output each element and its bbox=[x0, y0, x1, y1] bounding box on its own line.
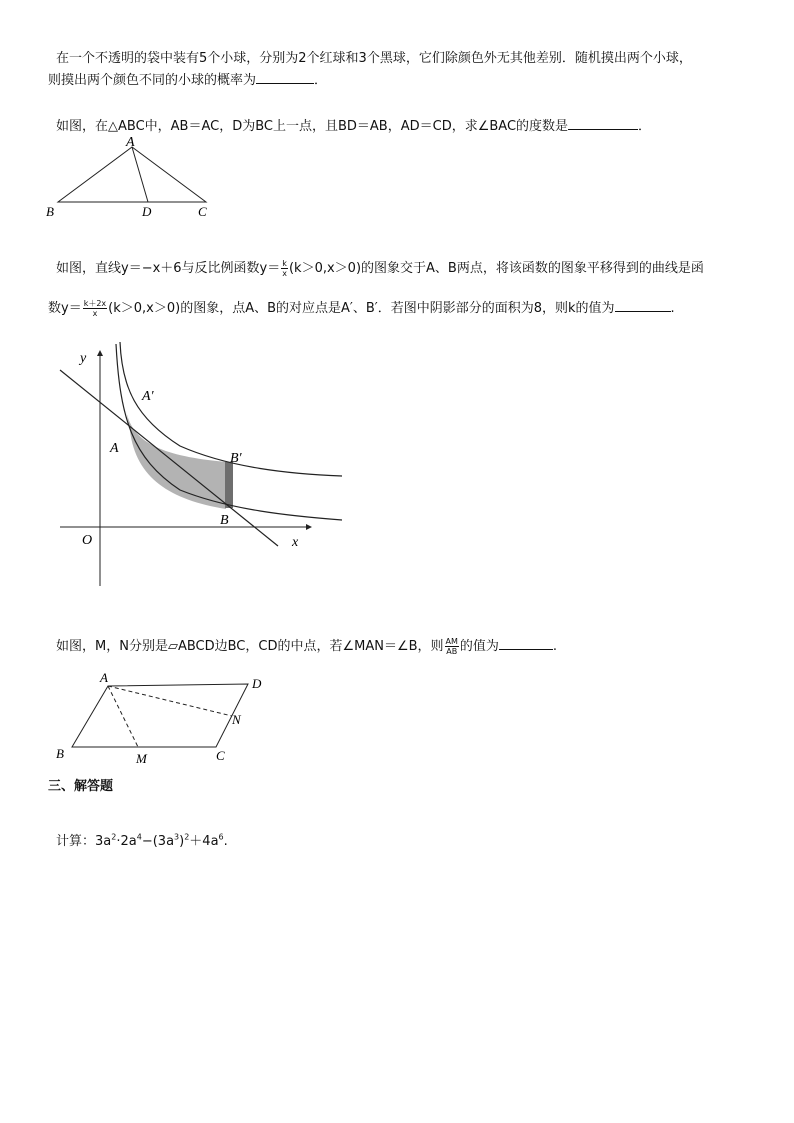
label-a: A bbox=[110, 441, 119, 456]
label-c: C bbox=[216, 748, 225, 763]
answer-blank bbox=[615, 299, 671, 312]
q5-end: . bbox=[223, 834, 228, 849]
parallelogram-figure bbox=[50, 668, 280, 768]
q3-end: . bbox=[670, 301, 675, 316]
segment-am bbox=[108, 686, 138, 747]
exp-3: 3 bbox=[174, 832, 180, 842]
exp-1: 2 bbox=[111, 832, 117, 842]
q3-line2-b: (k＞0,x＞0)的图象，点A、B的对应点是A′、B′．若图中阴影部分的面积为8，则k的值为 bbox=[108, 301, 615, 316]
q4-end: . bbox=[552, 639, 558, 654]
section-heading: 三、解答题 bbox=[48, 779, 114, 794]
label-o: O bbox=[82, 533, 93, 548]
q1-line2 bbox=[48, 71, 327, 90]
label-n: N bbox=[232, 712, 241, 727]
q3-line1-b: (k＞0,x＞0)的图象交于A、B两点，将该函数的图象平移得到的曲线是函 bbox=[288, 261, 704, 276]
line-y-neg-x-plus-6 bbox=[60, 370, 278, 546]
parallelogram-abcd bbox=[72, 684, 248, 747]
x-axis-arrow-icon bbox=[306, 524, 312, 530]
q2-end: ． bbox=[638, 119, 652, 134]
q5-prefix: 计算： bbox=[56, 834, 96, 849]
label-m: M bbox=[136, 751, 147, 766]
fraction-den: x bbox=[92, 309, 98, 318]
segment-ad bbox=[132, 147, 148, 202]
label-d: D bbox=[142, 204, 152, 219]
label-b: B bbox=[220, 513, 229, 528]
q3-line1 bbox=[56, 259, 704, 278]
shaded-region bbox=[126, 410, 226, 509]
label-a: A bbox=[100, 670, 108, 685]
fraction-num: k bbox=[282, 259, 287, 268]
fraction-num: AM bbox=[445, 637, 458, 646]
q3-line2-a: 数y＝ bbox=[48, 301, 82, 316]
hyperbola-figure bbox=[50, 338, 350, 593]
triangle-abc-figure bbox=[40, 134, 230, 224]
label-b: B bbox=[56, 746, 64, 761]
fraction-den: x bbox=[282, 269, 287, 278]
q3-line1-a: 如图，直线y＝−x＋6与反比例函数y＝ bbox=[56, 261, 281, 276]
q2-text-body: 如图，在△ABC中，AB＝AC，D为BC上一点，且BD＝AB，AD＝CD，求∠BAC的度数是 bbox=[56, 119, 569, 134]
answer-blank bbox=[499, 637, 553, 650]
label-c: C bbox=[198, 204, 207, 219]
label-y: y bbox=[80, 351, 87, 366]
y-axis-arrow-icon bbox=[97, 350, 103, 356]
term-2: ·2a bbox=[116, 834, 137, 849]
fraction-num: k＋2x bbox=[83, 299, 107, 308]
q5-expression bbox=[56, 833, 228, 851]
segment-an bbox=[108, 686, 232, 716]
q4-text-b: 的值为 bbox=[459, 639, 499, 654]
fraction-den: AB bbox=[446, 647, 458, 656]
label-b-prime: B′ bbox=[230, 451, 242, 466]
triangle-abc bbox=[58, 147, 206, 202]
shaded-bar bbox=[225, 462, 233, 508]
label-x: x bbox=[292, 535, 299, 550]
answer-blank bbox=[568, 117, 638, 130]
fraction-k2x-over-x bbox=[83, 299, 107, 318]
fraction-am-over-ab bbox=[445, 637, 459, 656]
exp-5: 6 bbox=[218, 832, 224, 842]
label-a: A bbox=[126, 135, 135, 150]
term-5: ＋4a bbox=[189, 834, 219, 849]
label-a-prime: A′ bbox=[142, 389, 154, 404]
q4-text-a: 如图，M，N分别是▱ABCD边BC，CD的中点，若∠MAN＝∠B，则 bbox=[56, 639, 444, 654]
term-3: −(3a bbox=[141, 834, 175, 849]
q1-line2-text: 则摸出两个颜色不同的小球的概率为 bbox=[48, 73, 257, 88]
fraction-k-over-x bbox=[281, 259, 288, 278]
q1-end: ． bbox=[314, 73, 328, 88]
exp-2: 4 bbox=[136, 832, 142, 842]
q3-line2 bbox=[48, 299, 675, 318]
term-1: 3a bbox=[95, 834, 112, 849]
term-4: ) bbox=[179, 834, 185, 849]
exp-4: 2 bbox=[184, 832, 190, 842]
q4-text bbox=[56, 637, 557, 656]
label-d: D bbox=[252, 676, 262, 691]
answer-blank bbox=[256, 71, 314, 84]
label-b: B bbox=[46, 204, 54, 219]
q1-line1: 在一个不透明的袋中装有5个小球，分别为2个红球和3个黑球，它们除颜色外无其他差别．随机摸出两个小球， bbox=[56, 51, 692, 66]
